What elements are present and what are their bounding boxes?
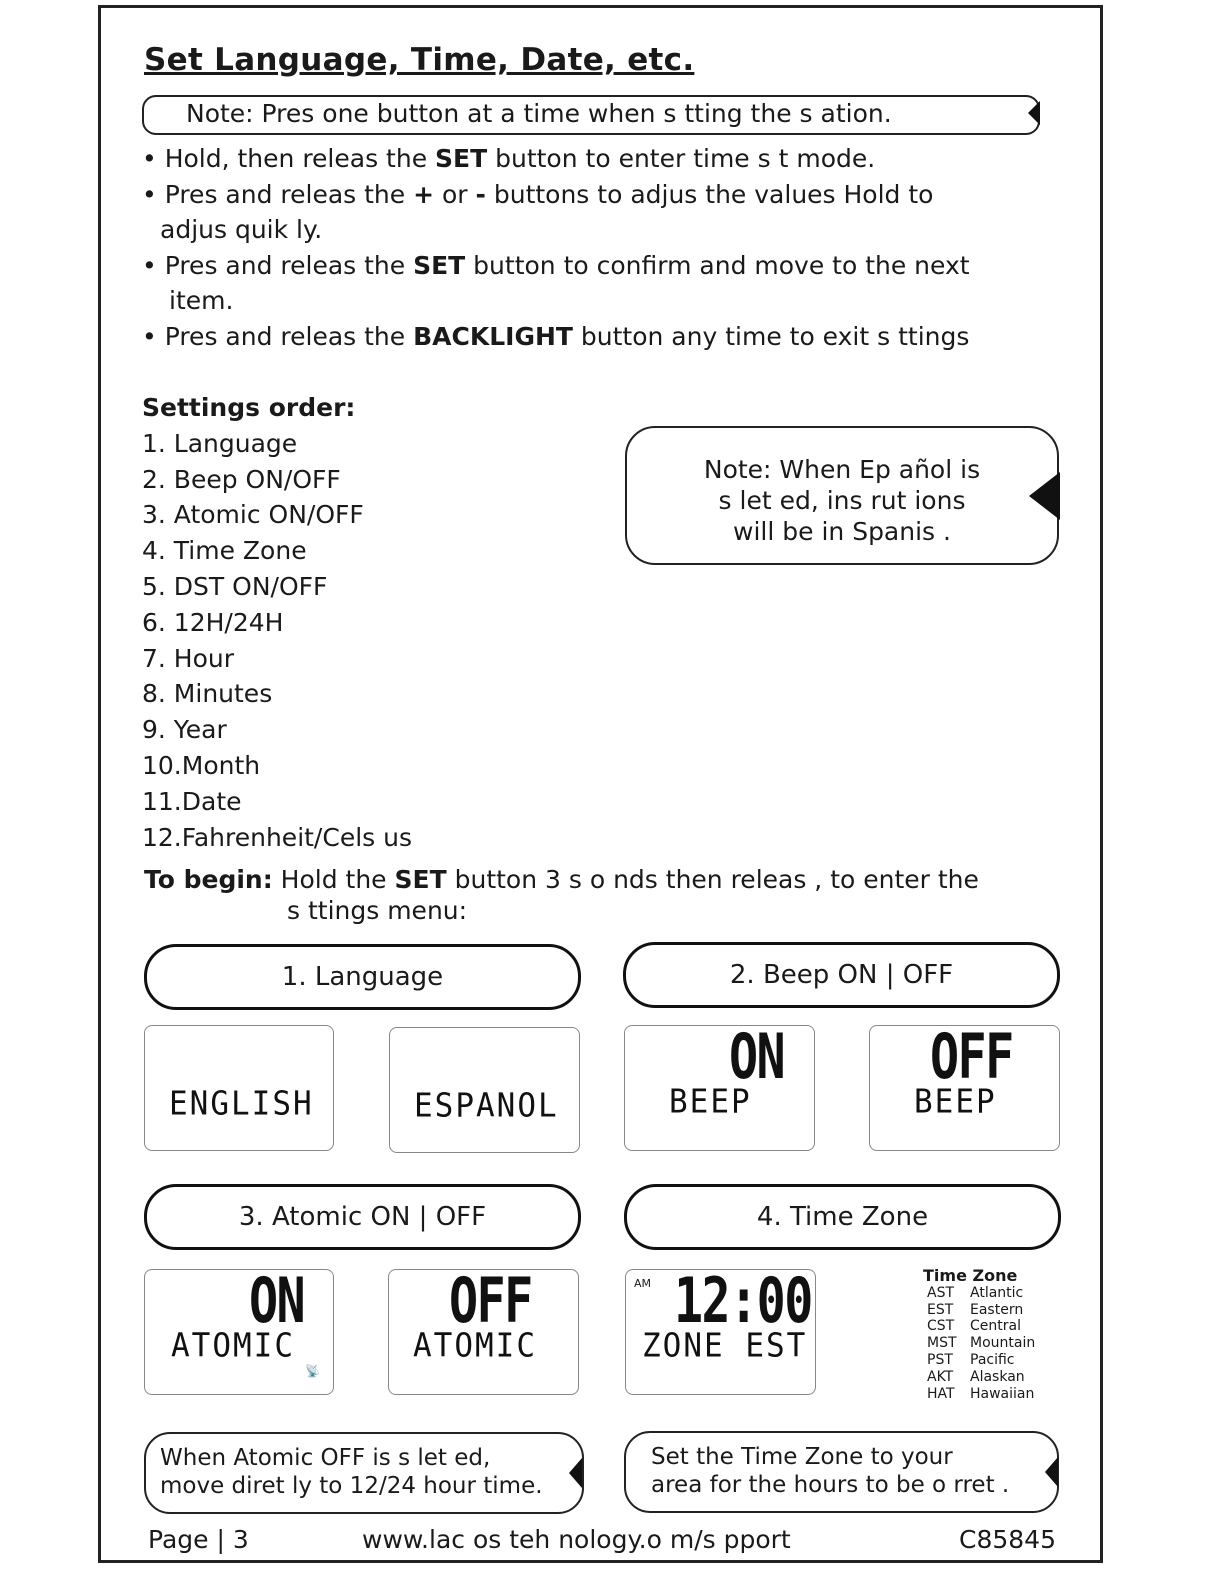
table-row: HAT Hawaiian xyxy=(927,1385,1035,1402)
lcd-atomic-off: OFF ATOMIC xyxy=(388,1269,579,1395)
am-indicator: AM xyxy=(634,1277,652,1290)
list-item: 9. Year xyxy=(142,715,227,745)
espanol-note: Note: When Ep añol is s let ed, ins rut ions will be in Spanis . xyxy=(625,426,1059,565)
lcd-time-zone: AM 12:00 ZONE EST xyxy=(625,1269,816,1395)
table-row: EST Eastern xyxy=(927,1301,1024,1318)
time-zone-note: Set the Time Zone to your area for the hours to be o rret . xyxy=(624,1431,1059,1513)
time-zone-table: Time Zone AST Atlantic EST Eastern CST Central MST Mountain PST Pacific AKT Alaskan HAT Hawaiian xyxy=(923,1266,1036,1402)
page-title: Set Language, Time, Date, etc. xyxy=(144,42,695,78)
table-row: MST Mountain xyxy=(927,1335,1036,1352)
section-language: 1. Language xyxy=(144,944,581,1010)
table-row: CST Central xyxy=(927,1318,1021,1335)
list-item: 5. DST ON/OFF xyxy=(142,571,328,601)
note-one-button-text: Note: Pres one button at a time when s tting the s ation. xyxy=(186,99,892,128)
section-time-zone: 4. Time Zone xyxy=(624,1184,1061,1250)
tz-note-pointer-icon xyxy=(1045,1457,1058,1487)
table-row: AST Atlantic xyxy=(927,1284,1024,1301)
list-item: 8. Minutes xyxy=(142,679,273,709)
list-item: 3. Atomic ON/OFF xyxy=(142,500,364,530)
list-item: 4. Time Zone xyxy=(142,536,307,566)
to-begin: To begin: Hold the SET button 3 s o nds then releas , to enter the s ttings menu: xyxy=(144,865,979,925)
bullet-confirm-cont: item. xyxy=(169,286,234,315)
espanol-note-pointer-icon xyxy=(1029,472,1060,520)
lcd-beep-off: OFF BEEP xyxy=(869,1025,1060,1151)
bullet-adjust: • Pres and releas the + or - buttons to adjus the values Hold to xyxy=(142,179,934,209)
lcd-english: ENGLISH xyxy=(144,1025,334,1151)
table-row: PST Pacific xyxy=(927,1351,1015,1368)
settings-order-heading: Settings order: xyxy=(142,393,356,422)
list-item: 7. Hour xyxy=(142,643,235,673)
lcd-atomic-on: ON ATOMIC 📡 xyxy=(144,1269,334,1395)
antenna-icon: 📡 xyxy=(305,1364,320,1378)
table-row: AKT Alaskan xyxy=(927,1368,1025,1385)
page-number: Page | 3 xyxy=(148,1525,249,1554)
instruction-bullets xyxy=(142,141,1042,354)
list-item: 10.Month xyxy=(142,750,261,780)
atomic-note-pointer-icon xyxy=(569,1458,582,1488)
atomic-off-note: When Atomic OFF is s let ed, move diret ly to 12/24 hour time. xyxy=(144,1432,584,1514)
list-item: 2. Beep ON/OFF xyxy=(142,464,341,494)
lcd-beep-on: ON BEEP xyxy=(624,1025,815,1151)
note-pointer-icon xyxy=(1028,101,1040,125)
support-url: www.lac os teh nology.o m/s pport xyxy=(362,1525,791,1554)
bullet-hold-set: • Hold, then releas the SET button to enter time s t mode. xyxy=(142,144,876,173)
lcd-espanol: ESPANOL xyxy=(389,1027,580,1153)
model-code: C85845 xyxy=(959,1525,1056,1554)
list-item: 11.Date xyxy=(142,786,242,816)
list-item: 1. Language xyxy=(142,428,298,458)
list-item: 12.Fahrenheit/Cels us xyxy=(142,822,412,852)
settings-order xyxy=(142,390,412,855)
bullet-adjust-cont: adjus quik ly. xyxy=(160,215,323,244)
list-item: 6. 12H/24H xyxy=(142,607,284,637)
bullet-backlight: • Pres and releas the BACKLIGHT button any time to exit s ttings xyxy=(142,321,970,351)
note-one-button xyxy=(142,95,1040,135)
section-beep: 2. Beep ON | OFF xyxy=(623,942,1060,1008)
section-atomic: 3. Atomic ON | OFF xyxy=(144,1184,581,1250)
bullet-confirm: • Pres and releas the SET button to confirm and move to the next xyxy=(142,250,970,280)
